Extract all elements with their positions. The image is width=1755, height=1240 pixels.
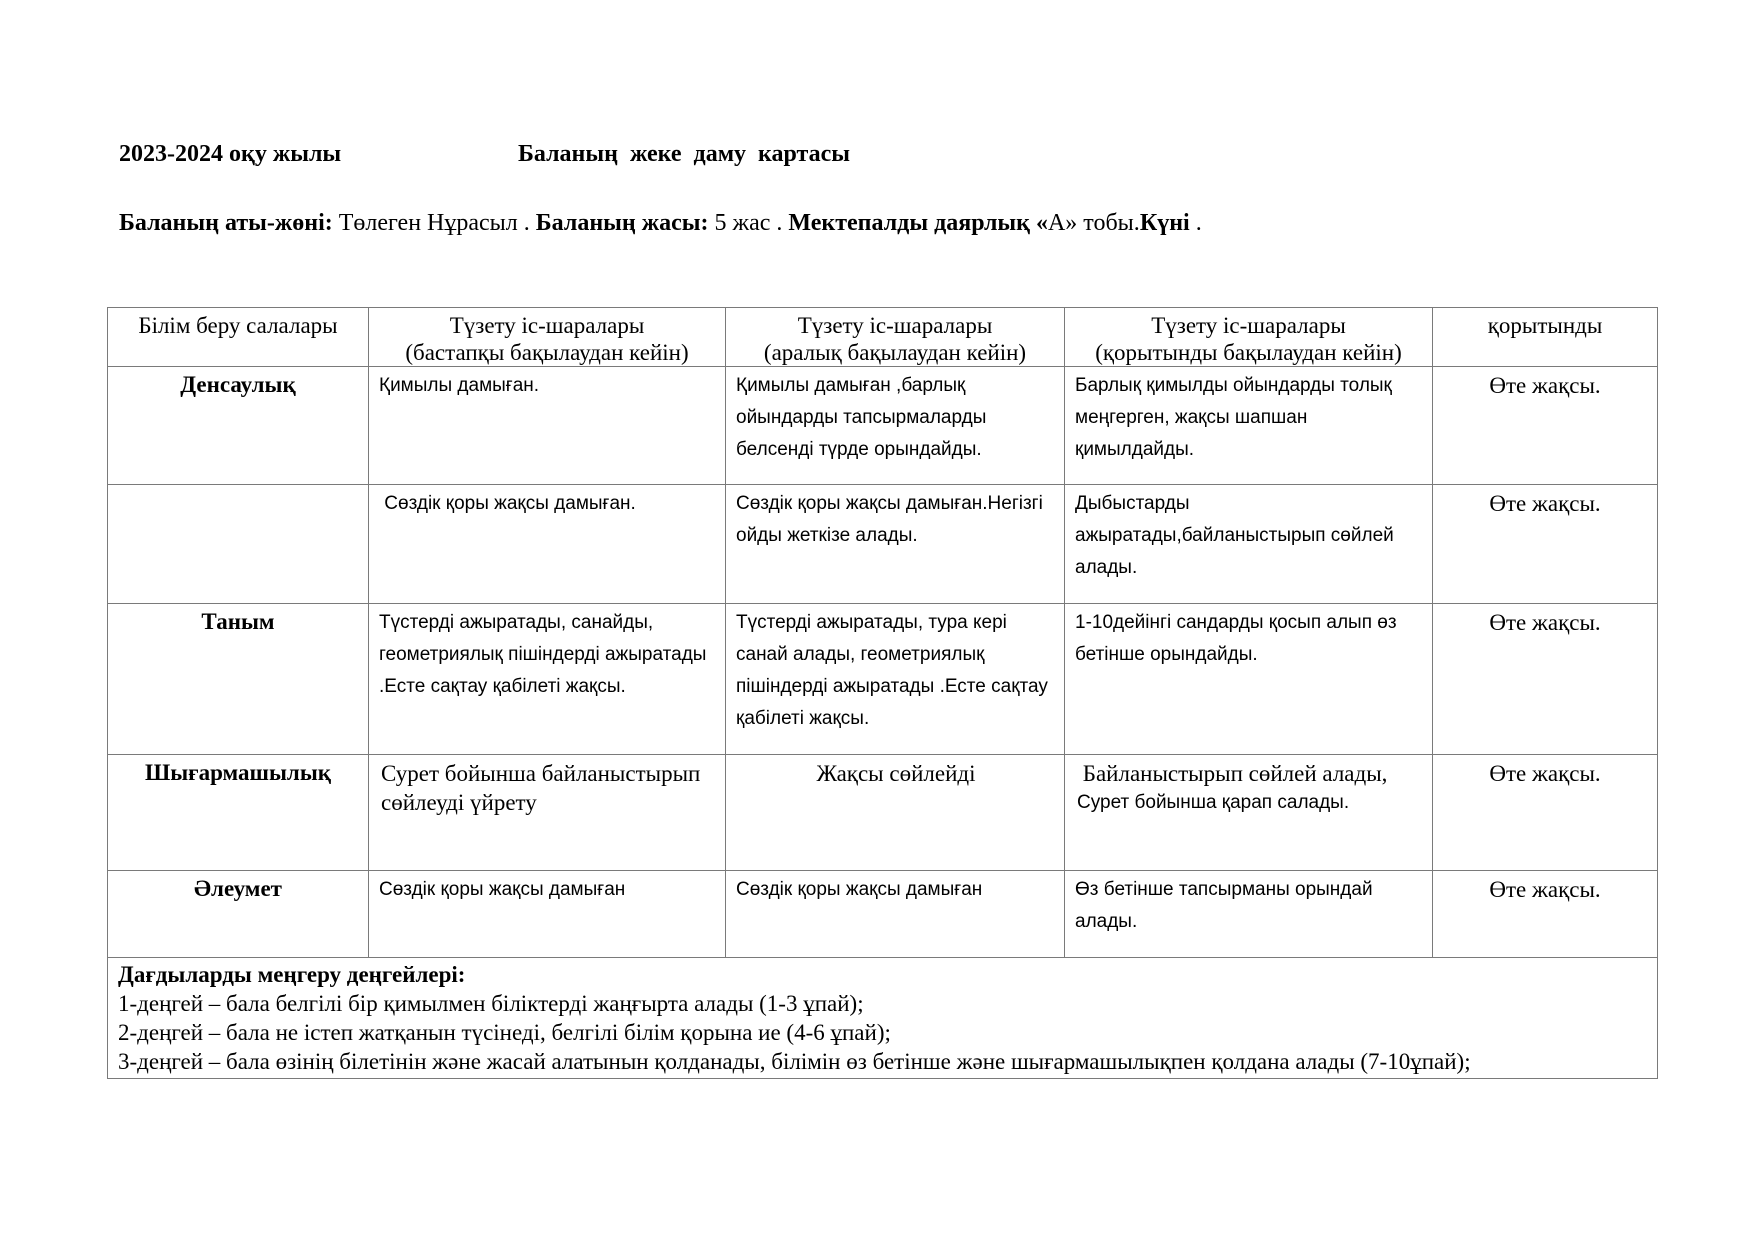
school-year: 2023-2024 оқу жылы bbox=[119, 141, 342, 167]
final-serif-text: Байланыстырып сөйлей алады, bbox=[1077, 761, 1388, 786]
group-value: А» тобы. bbox=[1047, 210, 1140, 236]
document-title: Баланың жеке даму картасы bbox=[518, 141, 851, 167]
table-row bbox=[108, 871, 1658, 958]
header-cell-result: қорытынды bbox=[1433, 308, 1658, 367]
level-item: 3-деңгей – бала өзінің білетінін және жасай алатынын қолданады, білімін өз бетінше және шығармашылықпен қолдана алады (7-10ұпай); bbox=[118, 1049, 1471, 1074]
development-table bbox=[107, 307, 1658, 1079]
table-header-row bbox=[108, 308, 1658, 367]
area-cell: Денсаулық bbox=[108, 367, 369, 485]
child-info-line bbox=[119, 210, 1202, 237]
date-value: . bbox=[1189, 210, 1202, 236]
area-cell: Таным bbox=[108, 604, 369, 755]
result-cell: Өте жақсы. bbox=[1433, 755, 1658, 871]
age-value: 5 жас . bbox=[708, 210, 789, 236]
date-label: Күні bbox=[1139, 210, 1190, 236]
interim-cell: Қимылы дамыған ,барлық ойындарды тапсырмаларды белсенді түрде орындайды. bbox=[726, 367, 1065, 485]
interim-cell: Сөздік қоры жақсы дамыған.Негізгі ойды жеткізе алады. bbox=[726, 485, 1065, 604]
result-cell: Өте жақсы. bbox=[1433, 871, 1658, 958]
area-cell: Әлеумет bbox=[108, 871, 369, 958]
table-row bbox=[108, 755, 1658, 871]
levels-cell bbox=[108, 958, 1658, 1079]
table-row bbox=[108, 485, 1658, 604]
final-cell: Барлық қимылды ойындарды толық меңгерген, жақсы шапшан қимылдайды. bbox=[1065, 367, 1433, 485]
final-sans-text: Сурет бойынша қарап салады. bbox=[1077, 792, 1350, 813]
table-row bbox=[108, 367, 1658, 485]
levels-title: Дағдыларды меңгеру деңгейлері: bbox=[118, 962, 466, 987]
final-cell: Өз бетінше тапсырманы орындай алады. bbox=[1065, 871, 1433, 958]
age-label: Баланың жасы: bbox=[535, 210, 709, 236]
header-cell-initial: Түзету іс-шаралары (бастапқы бақылаудан кейін) bbox=[369, 308, 726, 367]
initial-cell: Сөздік қоры жақсы дамыған. bbox=[369, 485, 726, 604]
interim-cell: Сөздік қоры жақсы дамыған bbox=[726, 871, 1065, 958]
initial-cell: Сөздік қоры жақсы дамыған bbox=[369, 871, 726, 958]
header-cell-final: Түзету іс-шаралары (қорытынды бақылаудан кейін) bbox=[1065, 308, 1433, 367]
final-cell: 1-10дейінгі сандарды қосып алып өз бетінше орындайды. bbox=[1065, 604, 1433, 755]
levels-row bbox=[108, 958, 1658, 1079]
name-value: Төлеген Нұрасыл . bbox=[332, 210, 536, 236]
final-cell bbox=[1065, 755, 1433, 871]
initial-cell: Сурет бойынша байланыстырып сөйлеуді үйрету bbox=[369, 755, 726, 871]
group-label: Мектепалды даярлық « bbox=[788, 210, 1048, 236]
area-cell: Шығармашылық bbox=[108, 755, 369, 871]
final-cell: Дыбыстарды ажыратады,байланыстырып сөйлей алады. bbox=[1065, 485, 1433, 604]
interim-cell: Түстерді ажыратады, тура кері санай алады, геометриялық пішіндерді ажыратады .Есте сақтау қабілеті жақсы. bbox=[726, 604, 1065, 755]
level-item: 1-деңгей – бала белгілі бір қимылмен біліктерді жаңғырта алады (1-3 ұпай); bbox=[118, 991, 864, 1016]
interim-cell: Жақсы сөйлейді bbox=[726, 755, 1065, 871]
name-label: Баланың аты-жөні: bbox=[119, 210, 333, 236]
header-cell-areas: Білім беру салалары bbox=[108, 308, 369, 367]
initial-cell: Түстерді ажыратады, санайды, геометриялық пішіндерді ажыратады .Есте сақтау қабілеті жақсы. bbox=[369, 604, 726, 755]
result-cell: Өте жақсы. bbox=[1433, 367, 1658, 485]
header-cell-interim: Түзету іс-шаралары (аралық бақылаудан кейін) bbox=[726, 308, 1065, 367]
result-cell: Өте жақсы. bbox=[1433, 485, 1658, 604]
area-cell bbox=[108, 485, 369, 604]
result-cell: Өте жақсы. bbox=[1433, 604, 1658, 755]
table-row bbox=[108, 604, 1658, 755]
level-item: 2-деңгей – бала не істеп жатқанын түсінеді, белгілі білім қорына ие (4-6 ұпай); bbox=[118, 1020, 891, 1045]
initial-cell: Қимылы дамыған. bbox=[369, 367, 726, 485]
